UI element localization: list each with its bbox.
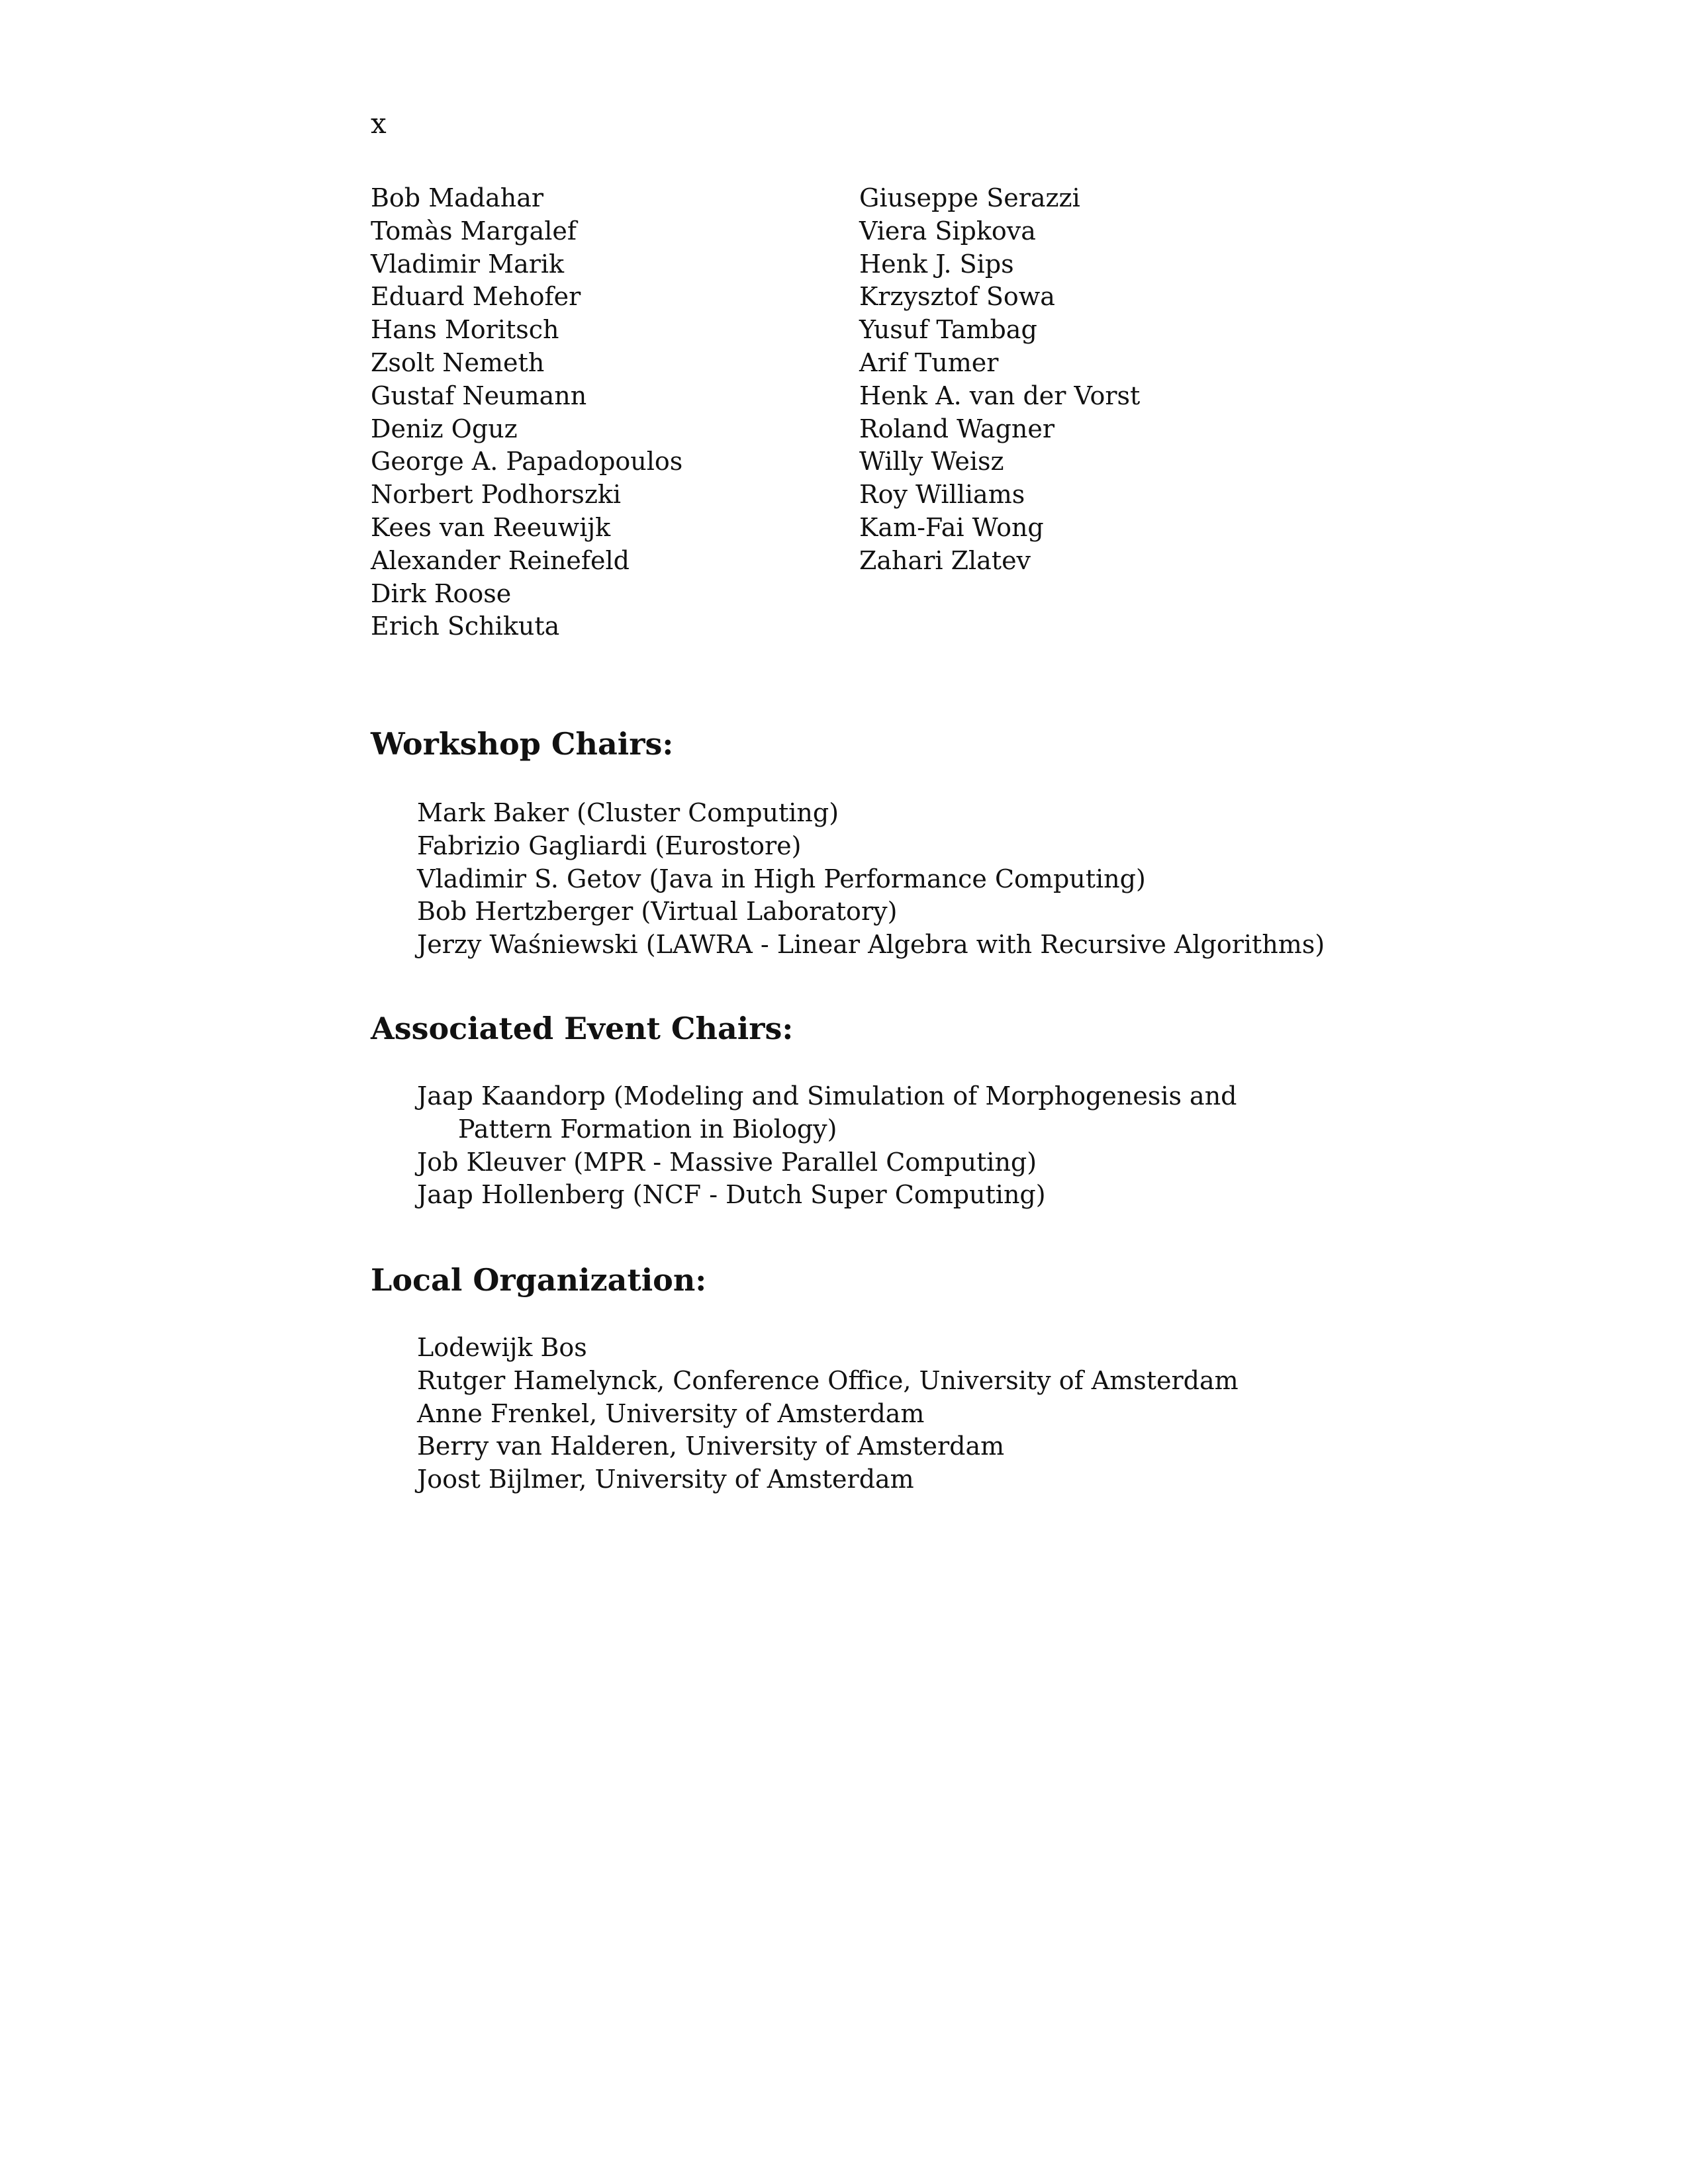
workshop-chair-entry: Mark Baker (Cluster Computing) [417, 798, 839, 827]
local-organization-entry: Lodewijk Bos [417, 1333, 587, 1362]
committee-names [371, 182, 1297, 659]
committee-member: Willy Weisz [859, 447, 1004, 477]
local-organization-entry: Rutger Hamelynck, Conference Office, University of Amsterdam [417, 1365, 1239, 1395]
committee-member: Henk J. Sips [859, 249, 1014, 279]
committee-member: Vladimir Marik [371, 249, 565, 279]
committee-member: Bob Madahar [371, 183, 544, 212]
committee-member: Giuseppe Serazzi [859, 183, 1080, 212]
page-number: x [371, 107, 387, 140]
committee-member: Zahari Zlatev [859, 545, 1031, 575]
associated-event-chair-entry: Jaap Hollenberg (NCF - Dutch Super Computing) [417, 1180, 1046, 1210]
committee-member: Henk A. van der Vorst [859, 381, 1141, 410]
committee-member: Norbert Podhorszki [371, 480, 622, 510]
committee-member: George A. Papadopoulos [371, 447, 683, 477]
workshop-chairs-heading: Workshop Chairs: [371, 726, 674, 762]
local-organization-heading: Local Organization: [371, 1262, 707, 1298]
local-organization-entry: Berry van Halderen, University of Amsterdam [417, 1432, 1005, 1461]
committee-member: Tomàs Margalef [371, 216, 577, 246]
committee-member: Gustaf Neumann [371, 381, 587, 410]
committee-member: Kees van Reeuwijk [371, 512, 611, 542]
committee-member: Zsolt Nemeth [371, 347, 545, 377]
committee-member: Viera Sipkova [859, 216, 1036, 246]
local-organization-entry: Anne Frenkel, University of Amsterdam [417, 1398, 925, 1428]
committee-member: Roy Williams [859, 480, 1025, 510]
workshop-chair-entry: Vladimir S. Getov (Java in High Performance Computing) [417, 864, 1146, 893]
associated-event-chairs-heading: Associated Event Chairs: [371, 1011, 794, 1046]
committee-member: Dirk Roose [371, 578, 512, 608]
associated-event-chair-entry: Jaap Kaandorp (Modeling and Simulation of Morphogenesis and Pattern Formation in Biology) [417, 1081, 1237, 1144]
workshop-chairs-list [417, 797, 1542, 962]
local-organization-entry: Joost Bijlmer, University of Amsterdam [417, 1465, 914, 1494]
committee-member: Kam-Fai Wong [859, 512, 1044, 542]
committee-member: Erich Schikuta [371, 612, 560, 641]
committee-member: Krzysztof Sowa [859, 282, 1055, 312]
associated-event-chairs-list [417, 1080, 1542, 1212]
committee-member: Roland Wagner [859, 414, 1055, 443]
associated-event-chair-entry: Job Kleuver (MPR - Massive Parallel Computing) [417, 1147, 1037, 1177]
committee-member: Alexander Reinefeld [371, 545, 630, 575]
committee-member: Deniz Oguz [371, 414, 518, 443]
committee-left-column [371, 182, 682, 643]
workshop-chair-entry: Jerzy Waśniewski (LAWRA - Linear Algebra with Recursive Algorithms) [417, 930, 1325, 960]
workshop-chair-entry: Bob Hertzberger (Virtual Laboratory) [417, 897, 898, 927]
committee-right-column [859, 182, 1140, 578]
committee-member: Hans Moritsch [371, 315, 559, 345]
local-organization-list [417, 1332, 1542, 1496]
committee-member: Eduard Mehofer [371, 282, 581, 312]
committee-member: Arif Tumer [859, 347, 999, 377]
workshop-chair-entry: Fabrizio Gagliardi (Eurostore) [417, 831, 802, 860]
committee-member: Yusuf Tambag [859, 315, 1037, 345]
